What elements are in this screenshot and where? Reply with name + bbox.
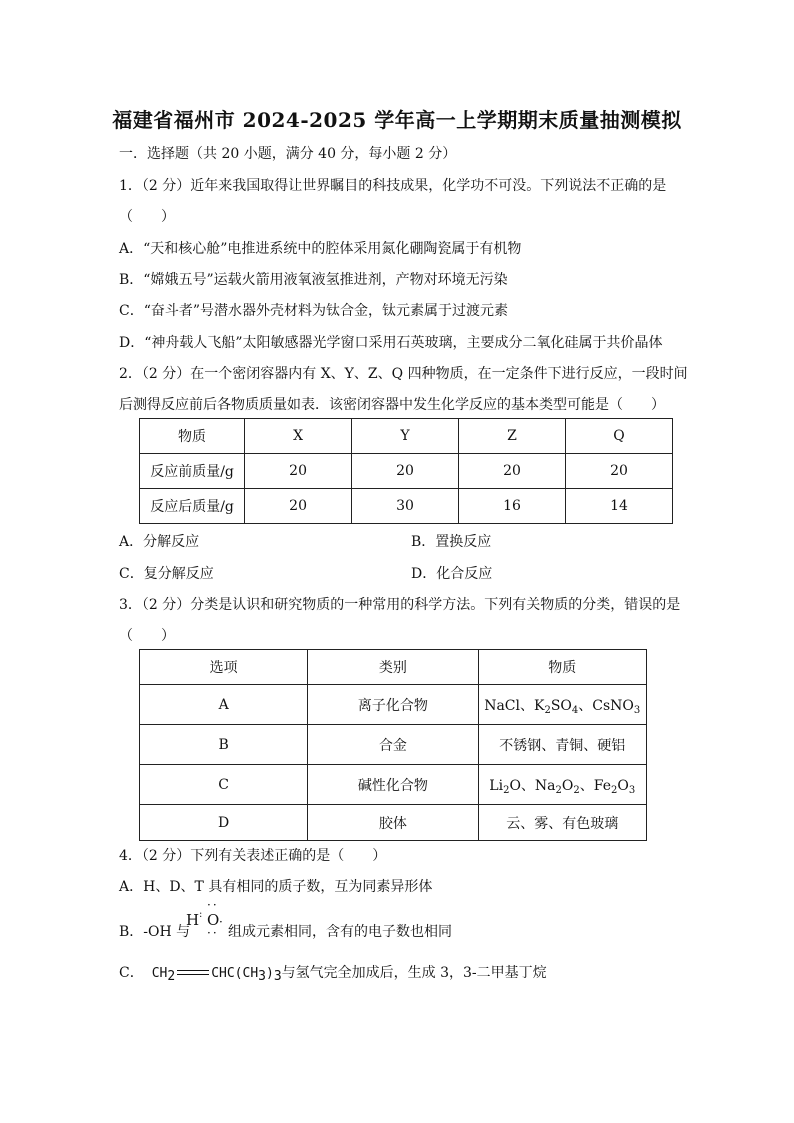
q2-option-a: A．分解反应 (119, 534, 200, 550)
formula-text: O (561, 777, 574, 794)
table-cell: NaCl、$K_2SO_4$、CsNO$_3$ (478, 685, 647, 725)
radical-dot: · (219, 915, 225, 929)
table-cell: 反应前质量/g (140, 454, 245, 489)
q2-option-b: B．置换反应 (411, 534, 492, 550)
table-cell: 碱性化合物 (308, 765, 478, 805)
section-heading: 一．选择题（共 20 小题，满分 40 分，每小题 2 分） (119, 146, 457, 162)
q3-table (139, 649, 647, 841)
q1-blank: （ ） (119, 209, 175, 225)
q2-table (139, 418, 673, 524)
table-row (140, 419, 673, 454)
table-cell: 20 (566, 454, 673, 489)
table-cell: A (140, 685, 308, 725)
formula-text: O、Na (509, 777, 556, 794)
q1-option-a: A．“天和核心舱”电推进系统中的腔体采用氮化硼陶瓷属于有机物 (119, 241, 522, 257)
table-cell: B (140, 725, 308, 765)
formula-text: O (617, 777, 629, 794)
table-cell: 云、雾、有色玻璃 (478, 805, 647, 841)
formula-text: NaCl、K (484, 697, 545, 714)
o-atom-label: O (207, 911, 220, 929)
q2-option-d: D．化合反应 (411, 566, 493, 582)
q1-option-d: D．“神舟载人飞船”太阳敏感器光学窗口采用石英玻璃，主要成分二氧化硅属于共价晶体 (119, 335, 663, 351)
table-cell: 14 (566, 489, 673, 524)
q4-option-b-text: 组成元素相同，含有的电子数也相同 (228, 924, 452, 940)
table-cell: 物质 (140, 419, 245, 454)
q4-option-c-text: 与氢气完全加成后，生成 3，3-二甲基丁烷 (281, 965, 547, 981)
table-cell: 类别 (308, 650, 478, 685)
q1-stem: 1．（2 分）近年来我国取得让世界瞩目的科技成果，化学功不可没。下列说法不正确的是 (119, 178, 667, 194)
q3-stem: 3．（2 分）分类是认识和研究物质的一种常用的科学方法。下列有关物质的分类，错误的是 (119, 597, 681, 613)
h-atom-label: H (186, 911, 200, 929)
table-cell: Y (352, 419, 459, 454)
table-cell: 不锈钢、青铜、硬铝 (478, 725, 647, 765)
page-title: 福建省福州市 2024-2025 学年高一上学期期末质量抽测模拟 (112, 108, 682, 132)
table-cell: 20 (459, 454, 566, 489)
table-row (140, 454, 673, 489)
table-cell: 16 (459, 489, 566, 524)
table-row (140, 765, 647, 805)
q1-option-c: C．“奋斗者”号潜水器外壳材料为钛合金，钛元素属于过渡元素 (119, 303, 509, 319)
table-row (140, 650, 647, 685)
q3-blank: （ ） (119, 628, 175, 644)
q1-option-b: B．“嫦娥五号”运载火箭用液氧液氢推进剂，产物对环境无污染 (119, 272, 508, 288)
q2-option-c: C．复分解反应 (119, 566, 214, 582)
q2-stem: 2．（2 分）在一个密闭容器内有 X、Y、Z、Q 四种物质，在一定条件下进行反应，一段时间 (119, 366, 688, 382)
table-cell: 离子化合物 (308, 685, 478, 725)
table-row (140, 725, 647, 765)
q4-stem: 4．（2 分）下列有关表述正确的是（ ） (119, 848, 387, 864)
table-row (140, 685, 647, 725)
table-cell: Q (566, 419, 673, 454)
table-cell: X (245, 419, 352, 454)
formula-chc: CHC(CH (211, 966, 259, 981)
table-cell: 20 (245, 489, 352, 524)
formula-ch2: CH (151, 966, 168, 981)
table-cell: 合金 (308, 725, 478, 765)
q4-option-b-prefix: B．-OH 与 (119, 924, 191, 940)
lone-pair-dots-bottom: ·· (207, 926, 219, 940)
colon-glyph: : (199, 909, 203, 920)
table-cell: C (140, 765, 308, 805)
table-cell: 20 (245, 454, 352, 489)
formula-text: Li (489, 777, 504, 794)
table-cell: 胶体 (308, 805, 478, 841)
table-cell: 30 (352, 489, 459, 524)
lone-pair-dots-top: ·· (207, 898, 219, 912)
table-cell: 20 (352, 454, 459, 489)
formula-text: 、Fe (579, 777, 611, 794)
table-row (140, 489, 673, 524)
q4-option-c: C． $CH_2$ $CHC(CH_3)_3$与氢气完全加成后，生成 3，3-二甲基丁烷 (119, 965, 547, 984)
formula-text: SO (550, 697, 572, 714)
table-cell: Z (459, 419, 566, 454)
table-cell: 物质 (478, 650, 647, 685)
formula-text: 、CsNO (578, 697, 634, 714)
table-cell: D (140, 805, 308, 841)
double-bond-glyph (177, 970, 209, 975)
table-cell: $Li_2O$、$Na_2O_2$、$Fe_2O_3$ (478, 765, 647, 805)
option-label: C． (119, 965, 144, 981)
table-cell: 选项 (140, 650, 308, 685)
q2-stem-cont: 后测得反应前后各物质质量如表．该密闭容器中发生化学反应的基本类型可能是（ ） (119, 397, 665, 413)
table-row (140, 805, 647, 841)
table-cell: 反应后质量/g (140, 489, 245, 524)
q4-option-a: A．H、D、T 具有相同的质子数，互为同素异形体 (119, 879, 433, 895)
